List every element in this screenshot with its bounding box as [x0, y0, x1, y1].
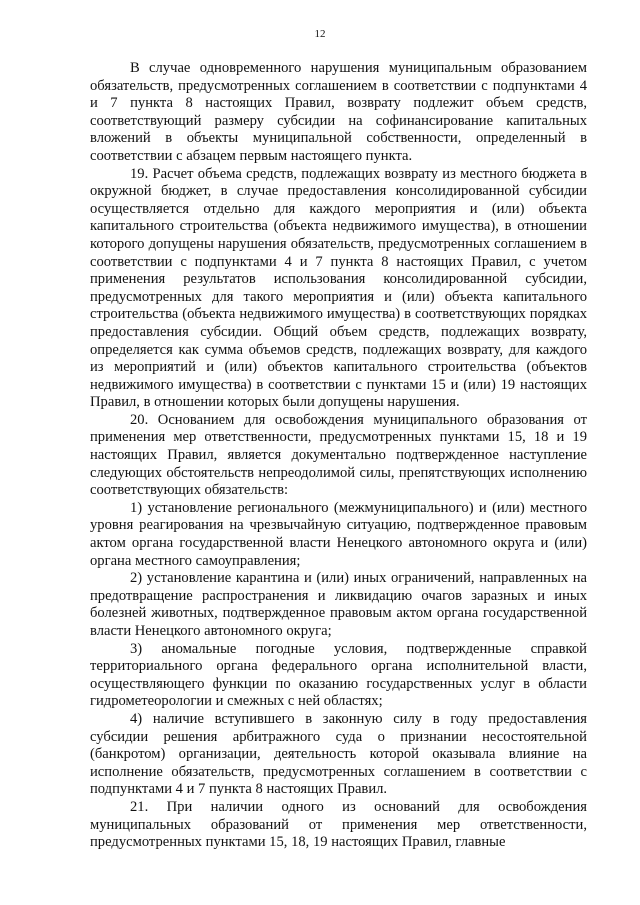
paragraph-20-exemption-grounds: 20. Основанием для освобождения муниципального образования от применения мер ответственности, предусмотренных пунктами 15, 18 и 19 настоящих Правил, является документально подтвержденное наступление следующих обстоятельств непреодолимой силы, препятствующих исполнению соответствующих обязательств:	[90, 411, 587, 499]
list-item-quarantine: 2) установление карантина и (или) иных ограничений, направленных на предотвращение распространения и ликвидацию очагов заразных и иных болезней животных, подтвержденное правовым актом органа государственной власти Ненецкого автономного округа;	[90, 570, 587, 639]
document-body	[90, 60, 587, 852]
paragraph-simultaneous-violation: В случае одновременного нарушения муниципальным образованием обязательств, предусмотренных соглашением в соответствии с подпунктами 4 и 7 пункта 8 настоящих Правил, возврату подлежит объем средств, соответствующий размеру субсидии на софинансирование капитальных вложений в объекты муниципальной собственности, определенный в соответствии с абзацем первым настоящего пункта.	[90, 60, 587, 164]
paragraph-19-refund-calculation: 19. Расчет объема средств, подлежащих возврату из местного бюджета в окружной бюджет, в случае предоставления консолидированной субсидии осуществляется отдельно для каждого мероприятия и (или) объекта капитального строительства (объекта недвижимого имущества), в отношении которого допущены нарушения обязательств, предусмотренных соглашением в соответствии с подпунктами 4 и 7 пункта 8 настоящих Правил, с учетом применения результатов использования консолидированной субсидии, предусмотренных для такого мероприятия и (или) объекта капитального строительства (объекта недвижимого имущества) в соответствующих порядках предоставления субсидии. Общий объем средств, подлежащих возврату, определяется как сумма объемов средств, подлежащих возврату, для каждого из мероприятий и (или) объектов капитального строительства (объектов недвижимого имущества) в соответствии с пунктами 15 и (или) 19 настоящих Правил, в отношении которых были допущены нарушения.	[90, 165, 587, 411]
list-item-bankruptcy-ruling: 4) наличие вступившего в законную силу в году предоставления субсидии решения арбитражного суда о признании несостоятельной (банкротом) организации, деятельность которой оказывала влияние на исполнение обязательств, предусмотренных соглашением в соответствии с подпунктами 4 и 7 пункта 8 настоящих Правил.	[90, 710, 587, 798]
list-item-weather-conditions: 3) аномальные погодные условия, подтвержденные справкой территориального органа федерального органа исполнительной власти, осуществляющего функции по оказанию государственных услуг в области гидрометеорологии и смежных с ней областях;	[90, 640, 587, 710]
list-item-emergency-response: 1) установление регионального (межмуниципального) и (или) местного уровня реагирования на чрезвычайную ситуацию, подтвержденное правовым актом органа государственной власти Ненецкого автономного округа и (или) органа местного самоуправления;	[90, 499, 587, 569]
paragraph-21-partial: 21. При наличии одного из оснований для освобождения муниципальных образований от применения мер ответственности, предусмотренных пунктами 15, 18, 19 настоящих Правил, главные	[90, 798, 587, 851]
page-number: 12	[314, 28, 326, 40]
